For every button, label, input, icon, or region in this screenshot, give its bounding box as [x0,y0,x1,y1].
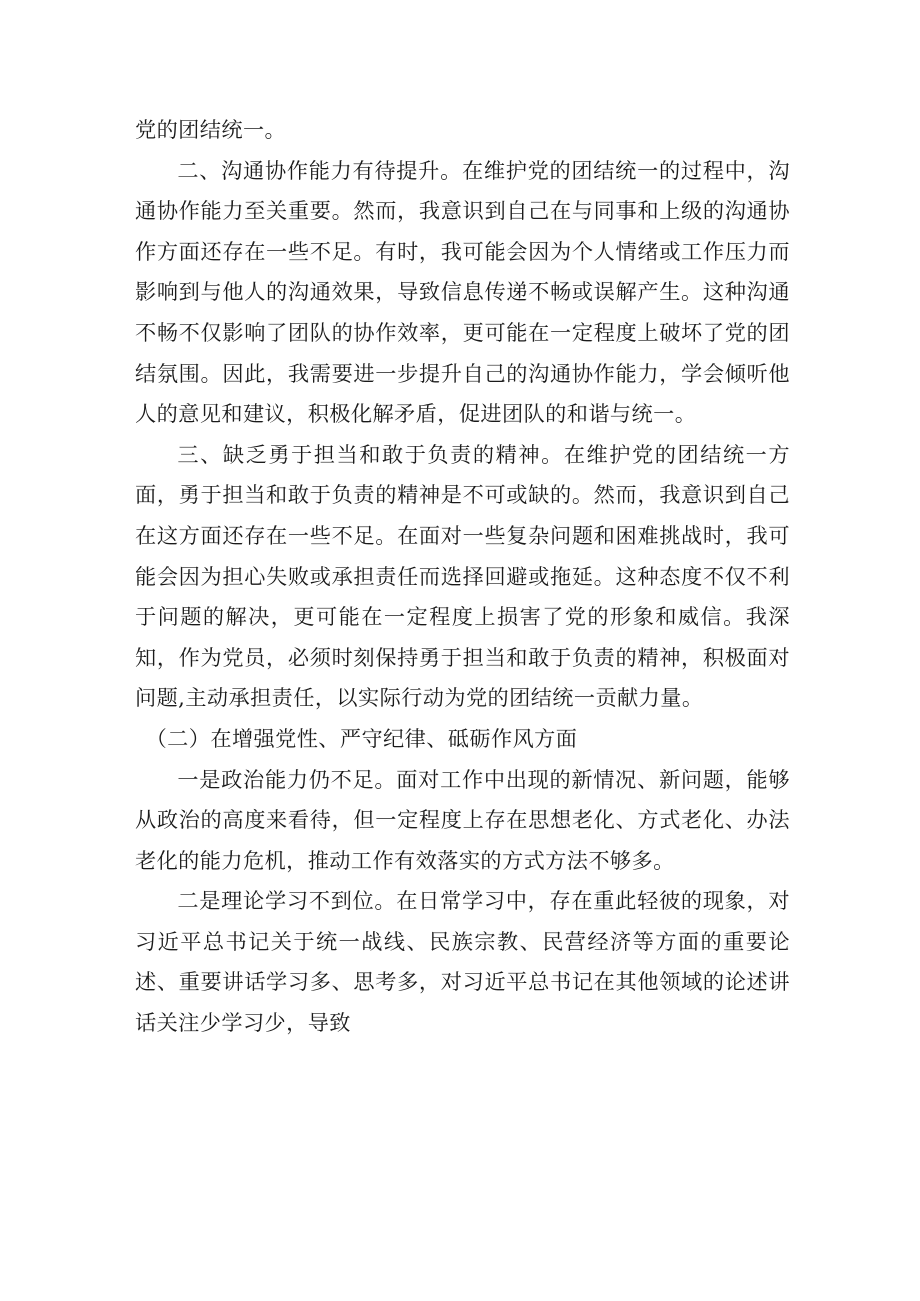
paragraph-theory-study: 二是理论学习不到位。在日常学习中，存在重此轻彼的现象，对习近平总书记关于统一战线、民族宗教、民营经济等方面的重要论述、重要讲话学习多、思考多，对习近平总书记在其他领域的论述讲话关注少学习少，导致 [135,888,790,1036]
paragraph-political-ability: 一是政治能力仍不足。面对工作中出现的新情况、新问题，能够从政治的高度来看待，但一定程度上存在思想老化、方式老化、办法老化的能力危机，推动工作有效落实的方式方法不够多。 [135,766,790,873]
paragraph-communication: 二、沟通协作能力有待提升。在维护党的团结统一的过程中，沟通协作能力至关重要。然而，我意识到自己在与同事和上级的沟通协作方面还存在一些不足。有时，我可能会因为个人情绪或工作压力而影响到与他人的沟通效果，导致信息传递不畅或误解产生。这种沟通不畅不仅影响了团队的协作效率，更可能在一定程度上破坏了党的团结氛围。因此，我需要进一步提升自己的沟通协作能力，学会倾听他人的意见和建议，积极化解矛盾，促进团队的和谐与统一。 [135,157,790,427]
paragraph-continuation: 党的团结统一。 [135,117,287,142]
document-body [135,110,790,1044]
paragraph-responsibility: 三、缺乏勇于担当和敢于负责的精神。在维护党的团结统一方面，勇于担当和敢于负责的精神是不可或缺的。然而，我意识到自己在这方面还存在一些不足。在面对一些复杂问题和困难挑战时，我可能会因为担心失败或承担责任而选择回避或拖延。这种态度不仅不利于问题的解决，更可能在一定程度上损害了党的形象和威信。我深知，作为党员，必须时刻保持勇于担当和敢于负责的精神，积极面对问题,主动承担责任，以实际行动为党的团结统一贡献力量。 [135,441,790,711]
section-heading: （二）在增强党性、严守纪律、砥砺作风方面 [145,725,578,751]
